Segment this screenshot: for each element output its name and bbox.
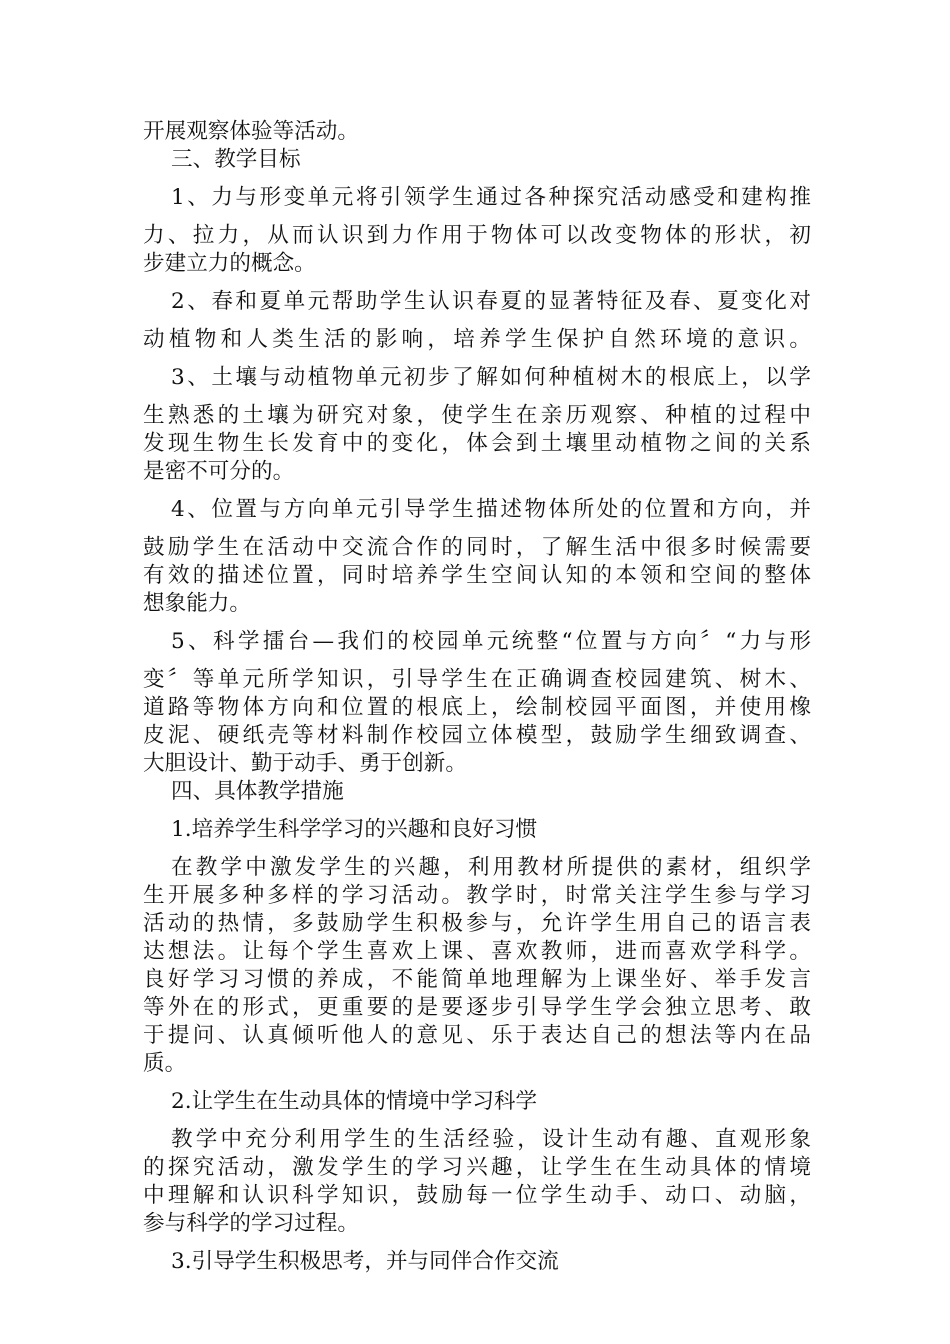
text-line: 2、春和夏单元帮助学生认识春夏的显著特征及春、夏变化对: [171, 289, 811, 314]
section-heading: 四、具体教学措施: [171, 779, 344, 804]
text-line: 力、拉力，从而认识到力作用于物体可以改变物体的形状，初: [143, 223, 811, 248]
text-line: 活动的热情，多鼓励学生积极参与，允许学生用自己的语言表: [143, 911, 811, 936]
text-line: 教学中充分利用学生的生活经验，设计生动有趣、直观形象: [171, 1127, 811, 1152]
text-line: 达想法。让每个学生喜欢上课、喜欢教师，进而喜欢学科学。: [143, 939, 811, 964]
text-line: 道路等物体方向和位置的根底上，绘制校园平面图，并使用橡: [143, 695, 811, 720]
text-line: 生开展多种多样的学习活动。教学时，时常关注学生参与学习: [143, 883, 811, 908]
text-line: 参与科学的学习过程。: [143, 1211, 359, 1236]
text-line: 中理解和认识科学知识，鼓励每一位学生动手、动口、动脑，: [143, 1183, 811, 1208]
text-line: 5、科学擂台—我们的校园单元统整“位置与方向〞“力与形: [171, 629, 811, 654]
text-line: 是密不可分的。: [143, 459, 295, 484]
text-line: 鼓励学生在活动中交流合作的同时，了解生活中很多时候需要: [143, 535, 811, 560]
text-line: 有效的描述位置，同时培养学生空间认知的本领和空间的整体: [143, 563, 811, 588]
text-line: 皮泥、硬纸壳等材料制作校园立体模型，鼓励学生细致调查、: [143, 723, 811, 748]
text-line: 3、土壤与动植物单元初步了解如何种植树木的根底上，以学: [171, 365, 811, 390]
text-line: 大胆设计、勤于动手、勇于创新。: [143, 751, 467, 776]
text-line: 于提问、认真倾听他人的意见、乐于表达自己的想法等内在品: [143, 1023, 811, 1048]
section-heading: 三、教学目标: [171, 147, 301, 172]
text-line: 动植物和人类生活的影响，培养学生保护自然环境的意识。: [143, 327, 811, 352]
subsection-heading: 1.培养学生科学学习的兴趣和良好习惯: [171, 817, 538, 842]
document-body: [143, 118, 811, 1276]
text-line: 生熟悉的土壤为研究对象，使学生在亲历观察、种植的过程中: [143, 403, 811, 428]
subsection-heading: 2.让学生在生动具体的情境中学习科学: [171, 1089, 538, 1114]
text-line: 发现生物生长发育中的变化，体会到土壤里动植物之间的关系: [143, 431, 811, 456]
text-line: 变〞等单元所学知识，引导学生在正确调查校园建筑、树木、: [143, 667, 811, 692]
text-line: 想象能力。: [143, 591, 251, 616]
text-line: 开展观察体验等活动。: [143, 119, 359, 144]
subsection-heading: 3.引导学生积极思考，并与同伴合作交流: [171, 1249, 559, 1274]
text-line: 良好学习习惯的养成，不能简单地理解为上课坐好、举手发言: [143, 967, 811, 992]
text-line: 等外在的形式，更重要的是要逐步引导学生学会独立思考、敢: [143, 995, 811, 1020]
text-line: 质。: [143, 1051, 187, 1076]
text-line: 1、力与形变单元将引领学生通过各种探究活动感受和建构推: [171, 185, 811, 210]
text-line: 4、位置与方向单元引导学生描述物体所处的位置和方向，并: [171, 497, 811, 522]
text-line: 的探究活动，激发学生的学习兴趣，让学生在生动具体的情境: [143, 1155, 811, 1180]
text-line: 步建立力的概念。: [143, 251, 316, 276]
text-line: 在教学中激发学生的兴趣，利用教材所提供的素材，组织学: [171, 855, 811, 880]
